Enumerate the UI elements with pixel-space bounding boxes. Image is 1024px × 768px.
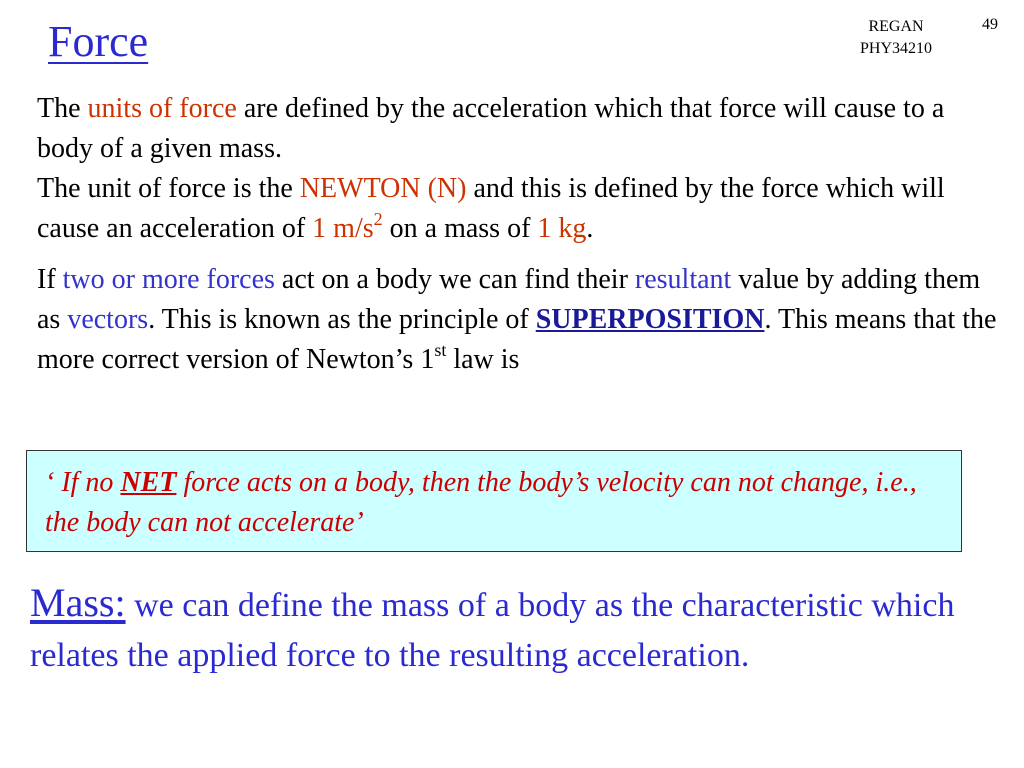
text-span: value by adding them as <box>37 264 981 335</box>
superposition-term: SUPERPOSITION <box>535 304 765 335</box>
superposition-paragraph <box>37 260 1007 380</box>
quote-text <box>45 463 945 543</box>
mass-definition-paragraph <box>30 578 1010 681</box>
exponent: 2 <box>373 208 383 229</box>
text-span: . This means that the more correct version of Newton’s 1 <box>37 304 997 375</box>
text-span: act on a body we can find their <box>274 264 635 295</box>
text-span: The <box>37 93 88 124</box>
text-span: The unit of force is the <box>37 173 300 204</box>
text-span: If <box>37 264 63 295</box>
mass-heading: Mass: <box>30 580 126 625</box>
acceleration-value <box>312 208 383 244</box>
newton-first-law-quote-box <box>26 450 962 552</box>
header-course-info <box>846 16 946 60</box>
units-of-force-paragraph <box>37 89 987 249</box>
resultant-term: resultant <box>634 264 732 295</box>
slide-title: Force <box>48 17 149 66</box>
two-or-more-forces-term: two or more forces <box>62 264 275 295</box>
vectors-term: vectors <box>67 304 149 335</box>
text-span: . This is known as the principle of <box>148 304 536 335</box>
text-span: and this is defined by the force which will cause an acceleration of <box>37 173 945 244</box>
header-author: REGAN <box>868 18 924 35</box>
text-span: on a mass of <box>382 213 538 244</box>
units-of-force-term: units of force <box>87 93 237 124</box>
page-number: 49 <box>982 16 998 33</box>
text-span: force acts on a body, then the body’s velocity can not change, i.e., the body can not accelerate’ <box>45 467 917 538</box>
text-span: law is <box>446 344 520 375</box>
text-span: . <box>586 213 594 244</box>
net-term: NET <box>120 467 177 498</box>
ordinal-suffix: st <box>434 339 447 360</box>
mass-definition-text: we can define the mass of a body as the characteristic which relates the applied force to the resulting acceleration. <box>30 587 955 674</box>
text-span: are defined by the acceleration which that force will cause to a body of a given mass. <box>37 93 945 164</box>
header-course-code: PHY34210 <box>859 40 932 57</box>
newton-term: NEWTON (N) <box>299 173 467 204</box>
mass-value: 1 kg <box>537 213 587 244</box>
acceleration-unit: 1 m/s <box>312 213 374 244</box>
text-span: ‘ If no <box>45 467 121 498</box>
